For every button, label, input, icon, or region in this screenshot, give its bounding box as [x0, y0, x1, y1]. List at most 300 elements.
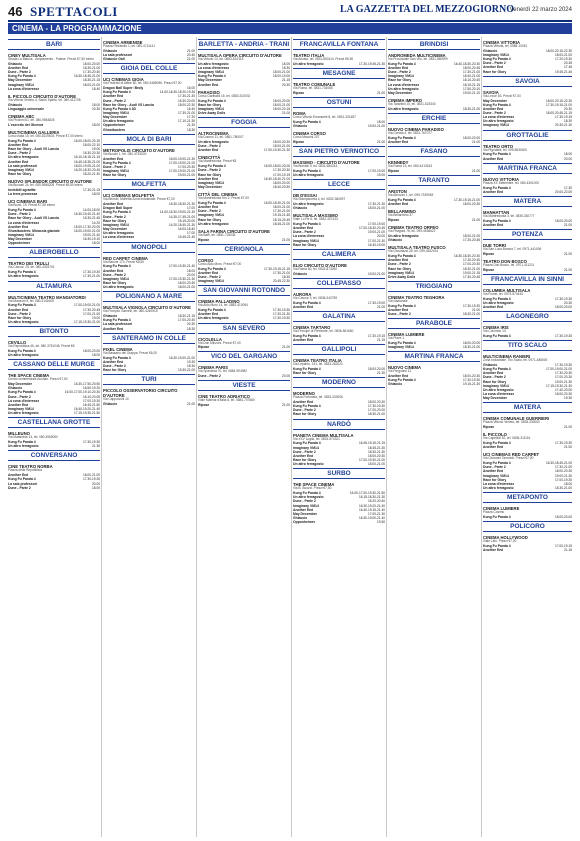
showtimes: 18.10-20.40	[462, 78, 480, 83]
film-title: Kung Fu Panda 4	[483, 102, 511, 107]
cinema-name: PARADISO	[198, 89, 220, 95]
showtimes: 18.00-21.00	[272, 205, 290, 210]
cinema-name: ROMA	[293, 110, 306, 116]
film-title: Opponheimer	[293, 520, 316, 525]
film-title: Un altro ferragosto	[8, 155, 39, 160]
showtimes: 21.00	[564, 425, 572, 430]
film-title: Race for Glory	[103, 367, 127, 372]
showtimes: 16.30-18.30-20.30	[453, 254, 480, 259]
cinema-address: Via Spaventa 70, tel. 0884-994982	[198, 369, 248, 374]
showtimes: 21.00	[187, 401, 195, 406]
film-title: Ripose	[483, 251, 495, 256]
film-title: Imaginary VM14	[103, 169, 129, 174]
film-title: Another End	[103, 94, 124, 99]
film-title: Drive Away Dolls	[198, 111, 226, 115]
showtimes: 18.30-21.00	[367, 412, 385, 417]
cinema-name: ANDROMEDA MULTICINEMA	[388, 53, 446, 58]
showtimes: 21.30	[377, 371, 385, 376]
film-title: Ripose	[483, 425, 495, 430]
showtime-row	[483, 252, 572, 256]
city-heading: CASSANO DELLE MURGE	[8, 359, 100, 370]
showtime-row	[388, 140, 480, 144]
film-title: Race for Glory	[8, 315, 32, 320]
showtime-row	[388, 275, 480, 279]
showtime-row	[293, 62, 385, 66]
showtimes: 16.00-18.00-20.15	[73, 138, 100, 143]
showtimes: 18.30	[187, 363, 195, 368]
showtimes: 16.45-19.15-21.15	[358, 441, 385, 446]
film-title: Race for Glory	[103, 280, 127, 285]
city-heading: BARI	[8, 39, 100, 50]
showtimes: 18.00	[377, 119, 385, 124]
film-title: Imaginary VM14	[198, 213, 224, 218]
film-title: Un altro ferragosto	[198, 316, 229, 321]
page-number: 46	[8, 4, 23, 19]
showtimes: 16.20-20.40	[367, 499, 385, 504]
showtimes: 18.00	[92, 241, 100, 246]
showtimes: 17.00-20.30	[462, 262, 480, 267]
showtimes: 17.30-20.45	[462, 238, 480, 243]
film-title: Opponheimer	[8, 241, 31, 246]
showtimes: 18.40	[92, 86, 100, 91]
film-title: Race for Glory	[198, 217, 222, 222]
film-title: La zona d'interesse	[103, 235, 135, 240]
cinema-name: TEATRO DON BOSCO	[483, 258, 527, 264]
film-title: La sala professori	[103, 52, 133, 57]
showtimes: 16.00	[187, 86, 195, 91]
film-title: Another End	[388, 202, 409, 207]
showtimes: 21.00	[472, 139, 480, 144]
cinema-address: Via Bozzi, 19. Prezzi €7,50 intero	[8, 203, 55, 208]
showtimes: 17.30-21.00	[272, 270, 290, 275]
film-title: Kung Fu Panda 4	[103, 318, 131, 323]
listing-column-1	[8, 37, 100, 837]
showtimes: 17.30-19.30	[554, 441, 572, 446]
film-title: Imaginary VM14	[198, 279, 224, 284]
city-heading: VICO DEL GARGANO	[198, 351, 290, 362]
film-title: Dune - Parte 2	[198, 168, 221, 173]
film-title: May December	[388, 90, 412, 95]
city-heading: CASTELLANA GROTTE	[8, 417, 100, 428]
film-title: Kung Fu Panda 4	[483, 185, 511, 190]
film-title: Imaginary VM14	[8, 82, 34, 87]
cinema-name: PICCOLO OSSERVATORIO CIRCUITO D'AUTORE	[103, 388, 178, 399]
showtimes: 21.00	[187, 48, 195, 53]
film-title: Dune - Parte 2	[198, 209, 221, 214]
cinema-address: Via Matarrese 14, tel. 080-4965000	[8, 435, 58, 440]
city-heading: CERIGNOLA	[198, 244, 290, 255]
city-heading: COLLEPASSO	[293, 278, 385, 289]
showtime-row	[483, 70, 572, 74]
film-title: Another End	[483, 445, 504, 450]
showtimes: 19.00	[377, 172, 385, 177]
showtimes: 17.00-19.00	[367, 168, 385, 173]
showtimes: 14.00-16.30-19.00-21.30	[159, 210, 195, 215]
showtimes: 17.30-19.30	[272, 316, 290, 321]
showtimes: 19.00-21.00	[367, 123, 385, 128]
showtime-row	[293, 412, 385, 416]
film-title: Ghostbusters	[103, 127, 126, 132]
showtimes: 18.00	[187, 268, 195, 273]
showtimes: 17.00-20.00	[367, 408, 385, 413]
film-title: Dune - Parte 2	[8, 212, 31, 217]
film-title: Un altro ferragosto	[293, 61, 324, 66]
city-heading: TARANTO	[388, 175, 480, 186]
showtimes: 17.00-20.30	[177, 318, 195, 323]
city-heading: MOLA DI BARI	[103, 134, 195, 145]
showtimes: 20.00	[377, 234, 385, 239]
showtimes: 18.00-20.30	[367, 400, 385, 404]
film-title: Imaginary VM14	[293, 445, 319, 450]
showtime-row	[483, 334, 572, 338]
showtime-row	[293, 173, 385, 177]
showtimes: 17.15-19.35-21.50	[73, 411, 100, 416]
cinema-address: Via Lecce 63. Prezzi €7,00	[483, 93, 521, 98]
showtime-row	[198, 222, 290, 226]
film-title: Another End	[198, 270, 219, 275]
showtimes: 20.30	[564, 300, 572, 305]
film-title: Race for Glory	[483, 69, 507, 74]
film-title: May December	[198, 78, 222, 83]
showtimes: 17.30-19.30	[272, 308, 290, 313]
city-heading: FRANCAVILLA FONTANA	[293, 39, 385, 50]
film-title: Imaginary VM14	[103, 111, 129, 115]
film-title: Another End	[483, 548, 504, 553]
cinema-name: CINEMA CORSO	[293, 131, 326, 137]
cinema-name: CINEMA HOLLYWOOD	[483, 535, 528, 541]
showtimes: 17.30-21.30	[367, 201, 385, 206]
city-heading: GIOIA DEL COLLE	[103, 63, 195, 74]
showtimes: 19.50	[377, 520, 385, 525]
showtimes: 17.00-19.00-21.00	[168, 169, 195, 174]
film-title: Un altro ferragosto	[103, 285, 134, 290]
film-title: Another End	[8, 65, 29, 70]
section-title: SPETTACOLI	[30, 4, 118, 19]
city-heading: NARDÒ	[293, 419, 385, 430]
cinema-address: Via Stampacchia 4, tel. 0832-360097	[293, 197, 346, 202]
showtimes: 19.15-21.30	[462, 382, 480, 387]
showtimes: 18.00-19.00	[272, 74, 290, 79]
showtimes: 16.30-20.00	[177, 98, 195, 103]
showtimes: 17.30-19.30	[554, 296, 572, 301]
showtimes: 20.40	[187, 52, 195, 57]
showtimes: 17.00-19.00-21.00	[168, 160, 195, 165]
showtime-row	[388, 218, 480, 222]
film-title: Imaginary VM14	[198, 70, 224, 75]
showtimes: 18.00-21.00	[367, 206, 385, 211]
cinema-address: Via Roma 50, tel. 0832-873250	[293, 266, 338, 271]
city-heading: MARTINA FRANCA	[388, 351, 480, 362]
cinema-name: BELLARMINO	[388, 209, 416, 215]
cinema-address: Piazza della Repubblica	[8, 468, 43, 473]
showtimes: 18.00-22.10	[82, 142, 100, 147]
showtimes: 19.30	[564, 396, 572, 401]
city-heading: ALBEROBELLO	[8, 247, 100, 258]
showtime-row	[198, 374, 290, 378]
showtimes: 16.45-18.35-21.00	[73, 159, 100, 164]
showtimes: 17.30-20.40	[82, 70, 100, 75]
film-title: Un altro ferragosto	[8, 320, 39, 324]
cinema-address: Via Duomo 11, tel. 0881-780007	[198, 135, 244, 140]
showtime-row	[293, 371, 385, 375]
showtimes: 18.00-21.00	[82, 82, 100, 87]
film-title: Kung Fu Panda 4	[198, 266, 226, 271]
film-title: Imaginary VM14	[8, 167, 34, 172]
film-title: Ripose	[483, 267, 495, 272]
showtimes: 17.00-19.00-21.00	[73, 303, 100, 308]
showtimes: 18.00-20.15	[272, 106, 290, 111]
film-title: Ripose	[293, 139, 305, 144]
cinema-name: KENNEDY	[388, 160, 409, 166]
showtimes: 17.30-19.15-21.00	[453, 197, 480, 202]
showtimes: 21.00	[564, 267, 572, 272]
cinema-name: CINECITTÀ	[198, 155, 221, 161]
film-title: Kung Fu Panda 4	[483, 333, 511, 338]
city-heading: MOLFETTA	[103, 179, 195, 190]
cinema-name: ARISTON	[388, 189, 407, 195]
film-title: Imaginary VM14	[293, 238, 319, 243]
showtimes: 18.00-20.00	[462, 135, 480, 140]
cinema-name: TEATRO ORTO	[483, 143, 514, 149]
showtimes: 21.00	[472, 307, 480, 312]
showtimes: 18.45-21.00	[272, 221, 290, 226]
cinema-address: Via Giovinazzi 28, tel. 099-4532041	[388, 249, 439, 254]
showtime-row	[8, 320, 100, 324]
listing-column-4	[293, 37, 385, 837]
film-title: Dune - Parte 2	[293, 499, 316, 504]
film-title: Race for Glory	[8, 172, 32, 176]
showtimes: 18.00-20.00	[554, 304, 572, 309]
film-title: Kung Fu Panda 4	[8, 138, 36, 143]
showtimes: 16.40-19.15-21.40	[358, 507, 385, 512]
film-title: Un altro ferragosto	[388, 106, 419, 111]
showtimes: 14.00-18.00	[82, 208, 100, 213]
showtimes: 16.30-19.00-21.40	[358, 516, 385, 521]
cinema-name: NUOVO CINEMA PARADISO	[388, 127, 444, 132]
city-heading: POTENZA	[483, 229, 572, 240]
film-title: Imaginary VM14	[198, 106, 224, 111]
showtimes: 18.40-21.00	[462, 74, 480, 79]
showtime-row	[198, 345, 290, 349]
cinema-address: Via Fiume, tel. 0973-574444	[483, 291, 523, 296]
showtimes: 17.30-20.45	[82, 307, 100, 312]
film-title: Kung Fu Panda 4	[388, 135, 416, 140]
showtimes: 16.30-17.50-20.50	[73, 382, 100, 387]
city-heading: GALLIPOLI	[293, 344, 385, 355]
cinema-name: CORSO	[198, 257, 214, 263]
film-title: Kung Fu Panda 4	[8, 477, 36, 482]
city-heading: SURBO	[293, 468, 385, 479]
cinema-address: Via Principe di Piemonte, tel. 0836-561660	[293, 328, 354, 333]
showtime-row	[198, 111, 290, 115]
cinema-name: CICOLELLA	[198, 336, 222, 342]
cinema-address: Piazza XX Settembre, tel. 080-4301000	[483, 180, 539, 185]
showtime-row	[293, 305, 385, 309]
film-title: Imaginary VM14	[8, 407, 34, 411]
film-title: Ripose	[388, 217, 400, 222]
showtimes: 18.30	[282, 274, 290, 279]
cinema-address: Via Piave 1	[388, 336, 405, 341]
showtimes: 20.30	[92, 106, 100, 111]
film-title: Another End	[103, 202, 124, 207]
showtimes: 17.30-19.30	[82, 477, 100, 482]
cinema-address: Via XXV Luglio, tel. 0833-574321	[293, 436, 340, 441]
cinema-name: CINEMA PALLADINO	[198, 299, 240, 305]
film-title: Kung Fu Panda 4	[388, 341, 416, 346]
film-title: Kung Fu Panda 4 3D	[103, 106, 136, 111]
showtimes: 18.00	[92, 353, 100, 358]
film-title: Ghiaccio	[103, 48, 118, 53]
showtimes: 19.00-21.30	[554, 473, 572, 478]
showtime-row	[483, 123, 572, 127]
showtimes: 21.30	[92, 444, 100, 449]
showtimes: 18.00-20.15-22.30	[545, 98, 572, 103]
film-title: Kung Fu Panda 4	[293, 300, 321, 305]
showtimes: 18.00-20.00	[82, 61, 100, 66]
showtimes: 18.00-21.00	[272, 70, 290, 75]
showtimes: 19.00-21.40	[82, 233, 100, 237]
showtime-row	[483, 305, 572, 309]
film-title: Race for Glory	[293, 242, 317, 247]
showtimes: 17.30-19.30	[367, 404, 385, 409]
film-title: Dune - Parte 2	[198, 374, 221, 379]
showtimes: 18.00	[92, 192, 100, 197]
film-title: Dune - Parte 2	[388, 70, 411, 75]
film-title: Imaginary VM14	[388, 345, 414, 350]
film-title: Another End	[483, 106, 504, 111]
cinema-name: THE SPACE CINEMA	[8, 373, 50, 379]
showtimes: 18.00-20.00	[272, 180, 290, 185]
cinema-name: ELIO CIRCUITO D'AUTORE	[293, 262, 347, 268]
showtimes: 17.30-21.00	[177, 111, 195, 115]
film-title: Un altro ferragosto	[198, 221, 229, 226]
film-title: Another End	[388, 65, 409, 70]
cinema-name: CINEMA TEATRO TEGHORA	[388, 294, 445, 300]
showtime-row	[198, 403, 290, 407]
film-title: Ripose	[198, 403, 210, 408]
showtimes: 18.00-21.00	[177, 285, 195, 290]
showtime-row	[198, 316, 290, 320]
film-title: Kung Fu Panda 4	[198, 98, 226, 103]
cinema-name: CINEMA TARTARO	[293, 324, 331, 330]
cinema-name: UCI CINEMAS BARI	[8, 199, 48, 205]
film-title: Imaginary VM14	[293, 503, 319, 508]
cinema-address: Via San Luca Branca 7, tel. 0971-441006	[483, 246, 542, 251]
city-heading: FRANCAVILLA IN SINNI	[483, 274, 572, 285]
cinema-name: MULTISALA MASSIMO	[293, 213, 338, 219]
film-title: Kung Fu Panda 4	[8, 390, 36, 395]
showtimes: 18.00-20.45	[462, 65, 480, 70]
film-title: Dune - Parte 2	[293, 449, 316, 454]
showtime-row	[8, 123, 100, 127]
cinema-address: Corso Vittorio Emanuele 8, tel. 0831-331487	[293, 114, 356, 119]
cinema-name: CINEMA TEATRO ORFEO	[388, 225, 439, 231]
film-title: Kung Fu Panda 4	[388, 378, 416, 383]
showtimes: 18.30-21.00	[462, 312, 480, 317]
city-heading: TURI	[103, 374, 195, 385]
showtime-row	[483, 190, 572, 194]
city-heading: ALTAMURA	[8, 281, 100, 292]
showtimes: 17.15-19.30-21.00	[73, 320, 100, 324]
film-title: Dune - Parte 2	[198, 274, 221, 279]
cinema-address: Piazza Plebiscito 1, tel. 080-4711141	[103, 44, 155, 48]
showtimes: 19.45-21.40	[554, 69, 572, 74]
cinema-address: Via Repubblica 46, tel. 080-3751048. Prezzi €6	[8, 344, 75, 349]
film-title: La zona d'interesse	[198, 65, 230, 70]
showtime-row	[293, 206, 385, 210]
film-title: Kung Fu Panda 4	[8, 303, 36, 308]
film-title: La terra promessa	[8, 192, 38, 197]
showtimes: 18.00-21.00	[367, 462, 385, 467]
cinema-name: PIXEL CINEMA	[103, 346, 133, 352]
film-title: Dune - Parte 2	[293, 408, 316, 413]
showtime-row	[198, 185, 290, 189]
showtimes: 18.00-20.15-22.30	[545, 48, 572, 53]
film-title: Race for Glory	[198, 102, 222, 107]
film-title: Kung Fu Panda 4	[8, 208, 36, 213]
showtimes: 17.15-19.30-21.30	[545, 383, 572, 388]
film-title: Ripose	[293, 90, 305, 95]
cinema-address: Via Roma, tel. 0831-734065	[293, 85, 333, 90]
film-title: Dune - Parte 2	[8, 394, 31, 399]
film-title: Kung Fu Panda 4	[293, 404, 321, 409]
film-title: La zona d'interesse	[8, 398, 40, 403]
city-heading: SAN PIETRO VERNOTICO	[293, 146, 385, 157]
film-title: Ghiaccio	[103, 314, 118, 319]
showtimes: 17.00-21.30	[367, 238, 385, 243]
film-title: Another End	[293, 226, 314, 231]
film-title: Dune - Parte 2	[103, 363, 126, 368]
film-title: Kung Fu Panda 4	[483, 152, 511, 157]
film-title: Kung Fu Panda 4	[483, 296, 511, 301]
city-heading: TITO SCALO	[483, 340, 572, 351]
film-title: Un altro ferragosto	[8, 274, 39, 279]
showtimes: 21.15	[564, 548, 572, 553]
film-title: La zona d'interesse	[388, 82, 420, 87]
showtimes: 17.00-19.00-21.00	[545, 367, 572, 372]
showtimes: 18.20-21.30	[82, 172, 100, 176]
showtimes: 17.30-21.30	[272, 312, 290, 317]
showtime-row	[483, 223, 572, 227]
cinema-name: TEATRO DEI TRULLI	[8, 261, 50, 267]
column-divider	[481, 37, 482, 837]
cinema-address: Via Cavour 3, tel. 0836-342759	[293, 295, 338, 300]
cinema-name: DB D'ESSAI	[293, 193, 317, 199]
showtimes: 18.00	[564, 481, 572, 486]
film-title: Another End	[483, 304, 504, 309]
showtime-row	[293, 462, 385, 466]
showtimes: 20.00	[187, 272, 195, 277]
showtimes: 18.00-20.00	[554, 218, 572, 223]
film-title: Another End	[8, 307, 29, 312]
film-title: La sala professori	[8, 481, 38, 486]
cinema-name: MULTISALA OPERA CIRCUITO D'AUTORE	[198, 53, 282, 58]
showtimes: 21.30	[187, 123, 195, 128]
showtime-row	[103, 57, 195, 61]
city-heading: FASANO	[388, 146, 480, 157]
film-title: Un altro ferragosto	[388, 233, 419, 238]
film-title: La zona d'interesse	[483, 481, 515, 486]
showtimes: 18.30-21.00	[462, 345, 480, 350]
film-title: L'esercito del Ginevra	[8, 122, 44, 127]
showtimes: 14.20	[92, 220, 100, 225]
showtime-row	[198, 83, 290, 87]
film-title: Un altro ferragosto	[483, 119, 514, 124]
showtimes: 16.30-19.00	[367, 242, 385, 247]
showtimes: 17.00-19.30	[554, 477, 572, 482]
city-heading: BITONTO	[8, 326, 100, 337]
film-title: Invisibili sgradite	[8, 187, 36, 192]
